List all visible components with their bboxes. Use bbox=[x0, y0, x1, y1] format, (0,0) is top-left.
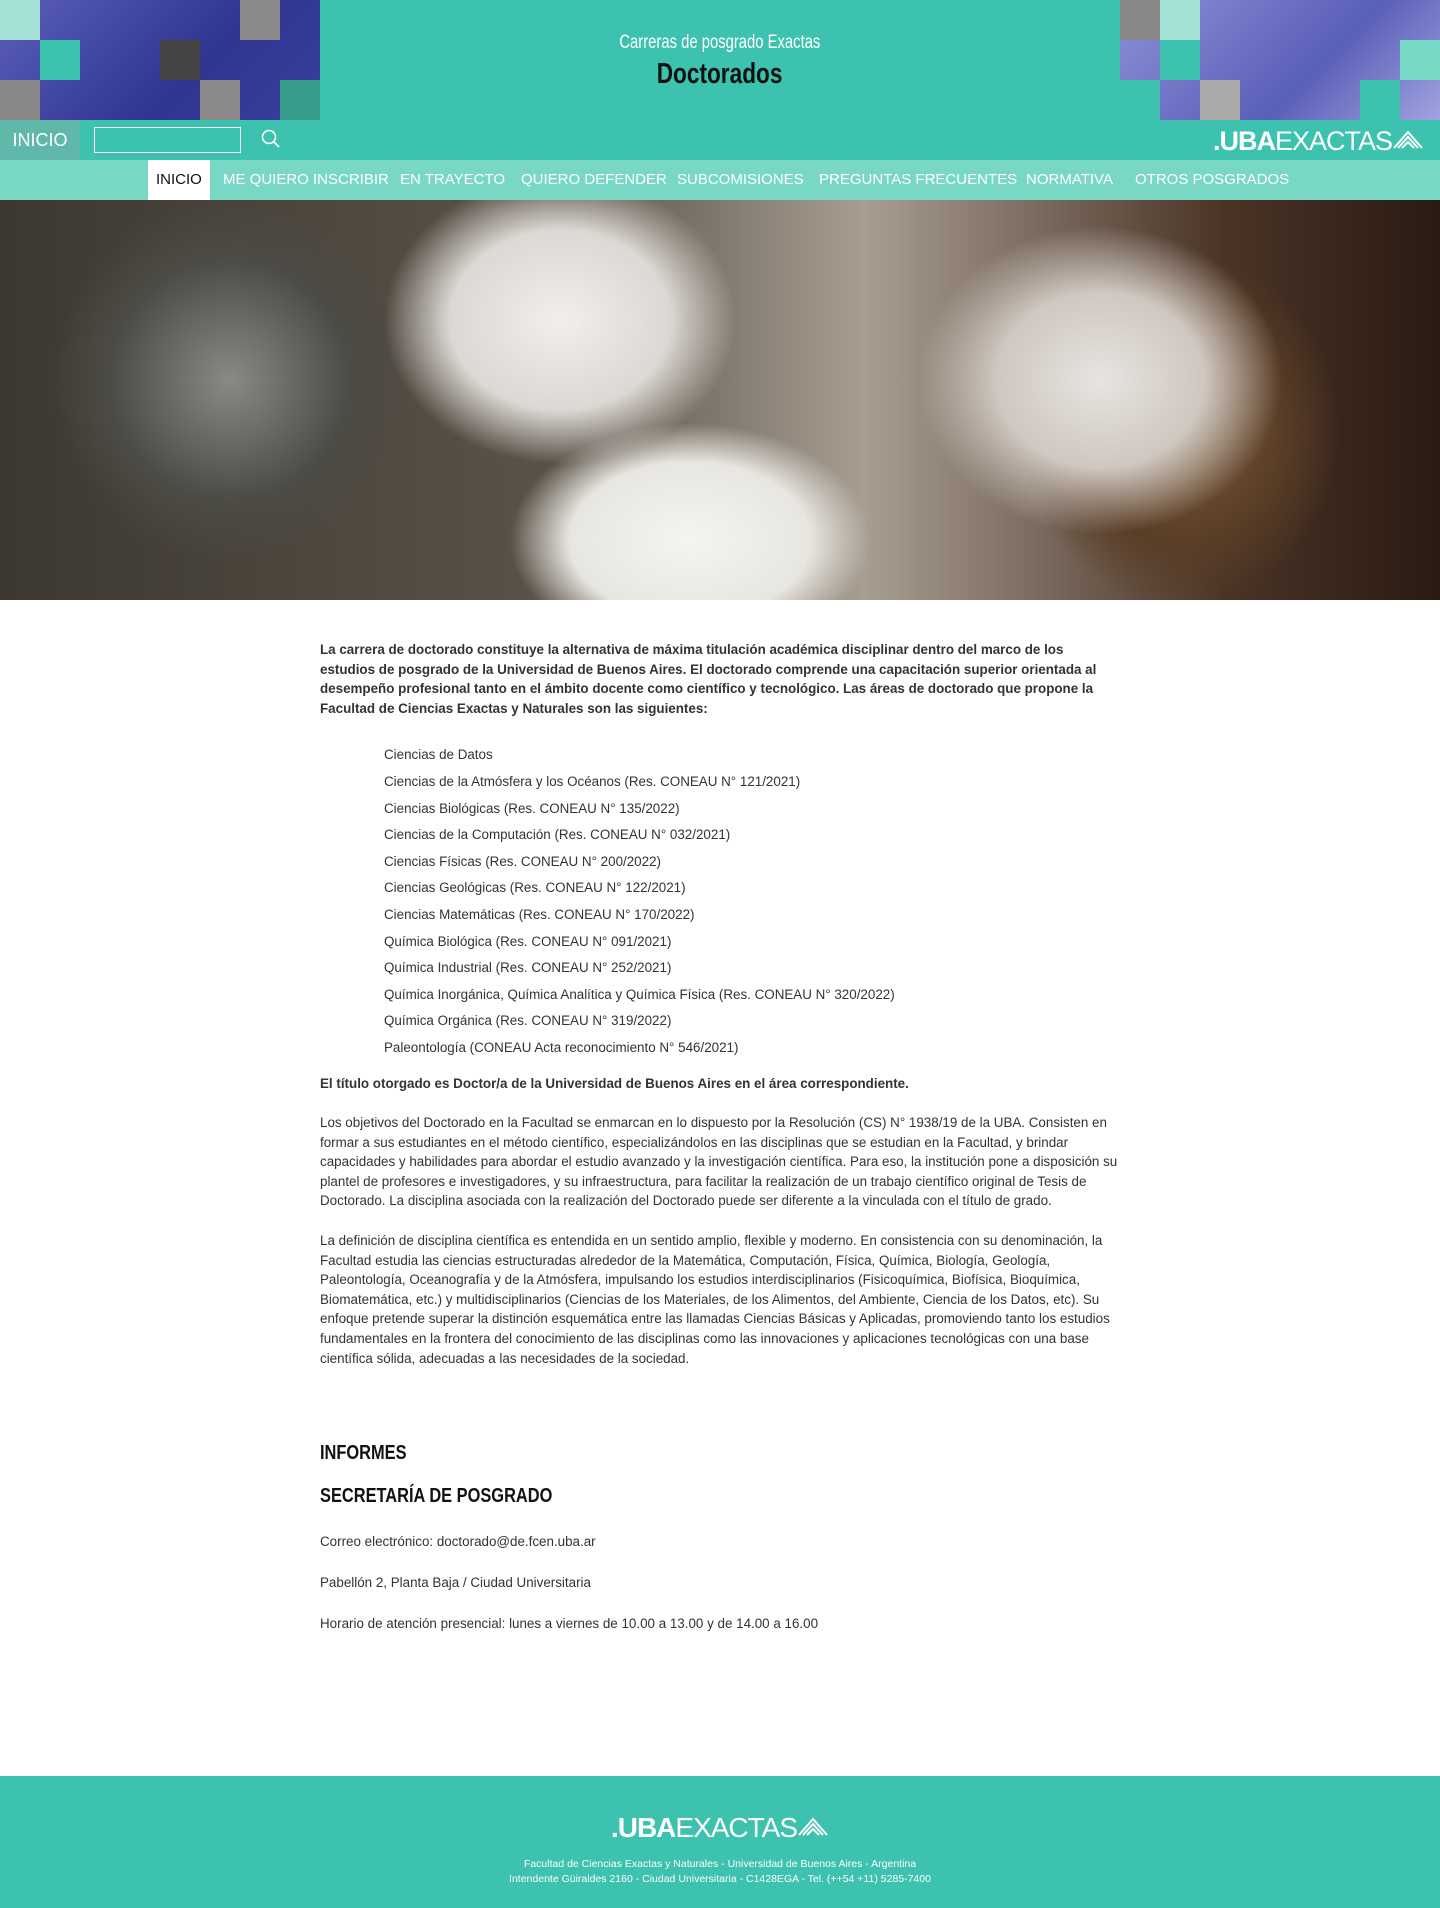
list-item: Ciencias de la Atmósfera y los Océanos (Res. CONEAU N° 121/2021) bbox=[384, 773, 801, 789]
logo-mark-icon bbox=[797, 1815, 829, 1837]
footer-institution: Facultad de Ciencias Exactas y Naturales - Universidad de Buenos Aires - Argentina bbox=[523, 1858, 917, 1870]
list-item: Ciencias Biológicas (Res. CONEAU N° 135/2022) bbox=[384, 800, 680, 816]
intro-paragraph: La carrera de doctorado constituye la alternativa de máxima titulación académica disciplinar dentro del marco de los estudios de posgrado de la Universidad de Buenos Aires. El doctorado comprende una capacitación superior orientada al desempeño profesional tanto en el ámbito docente como científico y tecnológico. Las áreas de doctorado que propone la Facultad de Ciencias Exactas y Naturales son las siguientes: bbox=[320, 642, 1097, 716]
list-item: Ciencias Matemáticas (Res. CONEAU N° 170/2022) bbox=[384, 906, 695, 922]
footer-address: Intendente Güiraldes 2160 - Ciudad Universitaria - C1428EGA - Tel. (++54 +11) 5285-7400 bbox=[509, 1873, 931, 1885]
logo-bold: .UBA bbox=[1212, 126, 1275, 156]
logo-mark-icon bbox=[1392, 128, 1424, 150]
list-item: Ciencias de Datos bbox=[384, 747, 493, 763]
contact-address: Pabellón 2, Planta Baja / Ciudad Universitaria bbox=[320, 1575, 591, 1590]
logo-light: EXACTAS bbox=[1274, 126, 1392, 156]
nav-otros-posgrados[interactable]: OTROS POSGRADOS bbox=[1135, 171, 1290, 188]
main-nav bbox=[0, 160, 1440, 200]
page-title bbox=[0, 58, 1440, 91]
site-header bbox=[0, 0, 1440, 160]
list-item: Ciencias de la Computación (Res. CONEAU N° 032/2021) bbox=[384, 827, 731, 843]
list-item: Química Orgánica (Res. CONEAU N° 319/2022) bbox=[384, 1013, 672, 1029]
header-subtitle bbox=[0, 32, 1440, 54]
nav-normativa[interactable]: NORMATIVA bbox=[1026, 171, 1113, 188]
titulo-paragraph: El título otorgado es Doctor/a de la Universidad de Buenos Aires en el área correspondiente. bbox=[320, 1075, 909, 1091]
secretaria-heading-text: SECRETARÍA DE POSGRADO bbox=[320, 1484, 553, 1507]
footer-logo-light: EXACTAS bbox=[675, 1812, 798, 1843]
nav-preguntas-frecuentes[interactable]: PREGUNTAS FRECUENTES bbox=[819, 171, 1018, 188]
objetivos-paragraph: Los objetivos del Doctorado en la Facultad se enmarcan en lo dispuesto por la Resolución (CS) N° 1938/19 de la UBA. Consisten en formar a sus estudiantes en el método científico, especializándolos en las disciplinas que se estudian en la Facultad, y brindar capacidades y habilidades para abordar el estudio avanzado y la investigación científica. Para eso, la institución pone a disposición su plantel de profesores e investigadores, y su infraestructura, para facilitar la realización de un trabajo científico original de Tesis de Doctorado. La disciplina asociada con la realización del Doctorado puede ser diferente a la vinculada con el título de grado. bbox=[320, 1115, 1118, 1209]
list-item: Química Biológica (Res. CONEAU N° 091/2021) bbox=[384, 933, 672, 949]
hero-image-lab bbox=[0, 200, 1440, 600]
nav-subcomisiones[interactable]: SUBCOMISIONES bbox=[677, 171, 804, 188]
informes-heading-text: INFORMES bbox=[320, 1442, 407, 1465]
search-icon[interactable] bbox=[260, 128, 282, 155]
nav-en-trayecto[interactable]: EN TRAYECTO bbox=[400, 171, 506, 188]
areas-list bbox=[384, 742, 1120, 1061]
contact-hours: Horario de atención presencial: lunes a viernes de 10.00 a 13.00 y de 14.00 a 16.00 bbox=[320, 1615, 819, 1631]
main-content bbox=[320, 640, 1120, 1633]
nav-quiero-defender[interactable]: QUIERO DEFENDER bbox=[521, 171, 667, 188]
footer-logo-bold: .UBA bbox=[610, 1812, 676, 1843]
site-footer bbox=[0, 1776, 1440, 1908]
informes-heading bbox=[320, 1444, 1120, 1464]
footer-logo bbox=[0, 1812, 1440, 1844]
list-item: Paleontología (CONEAU Acta reconocimiento N° 546/2021) bbox=[384, 1039, 739, 1055]
contact-email: Correo electrónico: doctorado@de.fcen.uba.ar bbox=[320, 1534, 596, 1550]
list-item: Química Industrial (Res. CONEAU N° 252/2021) bbox=[384, 960, 672, 976]
page-title-text: Doctorados bbox=[657, 58, 783, 90]
definicion-paragraph: La definición de disciplina científica es entendida en un sentido amplio, flexible y moderno. En consistencia con su denominación, la Facultad estudia las ciencias estructuradas alrededor de la Matemática, Computación, Física, Química, Biología, Geología, Paleontología, Oceanografía y de la Atmósfera, impulsando los estudios interdisciplinarios (Fisicoquímica, Biofísica, Bioquímica, Biomatemática, etc.) y multidisciplinarios (Ciencias de los Materiales, de los Alimentos, del Ambiente, Ciencia de los Datos, etc). Su enfoque pretende superar la distinción esquemática entre las llamadas Ciencias Básicas y Aplicadas, promoviendo tanto los estudios fundamentales en la frontera del conocimiento de las disciplinas como las innovaciones y aplicaciones tecnológicas con una base científica sólida, adecuadas a las necesidades de la sociedad. bbox=[320, 1233, 1110, 1366]
nav-inicio[interactable]: INICIO bbox=[148, 160, 210, 200]
list-item: Ciencias Geológicas (Res. CONEAU N° 122/2021) bbox=[384, 880, 686, 896]
nav-me-quiero-inscribir[interactable]: ME QUIERO INSCRIBIR bbox=[223, 171, 389, 188]
inicio-link[interactable]: INICIO bbox=[0, 120, 80, 160]
list-item: Ciencias Físicas (Res. CONEAU N° 200/2022) bbox=[384, 853, 661, 869]
search-input[interactable] bbox=[94, 127, 241, 153]
list-item: Química Inorgánica, Química Analítica y Química Física (Res. CONEAU N° 320/2022) bbox=[384, 986, 895, 1002]
uba-exactas-logo[interactable] bbox=[1213, 126, 1424, 157]
header-subtitle-text: Carreras de posgrado Exactas bbox=[619, 32, 821, 53]
secretaria-heading bbox=[320, 1484, 1120, 1507]
